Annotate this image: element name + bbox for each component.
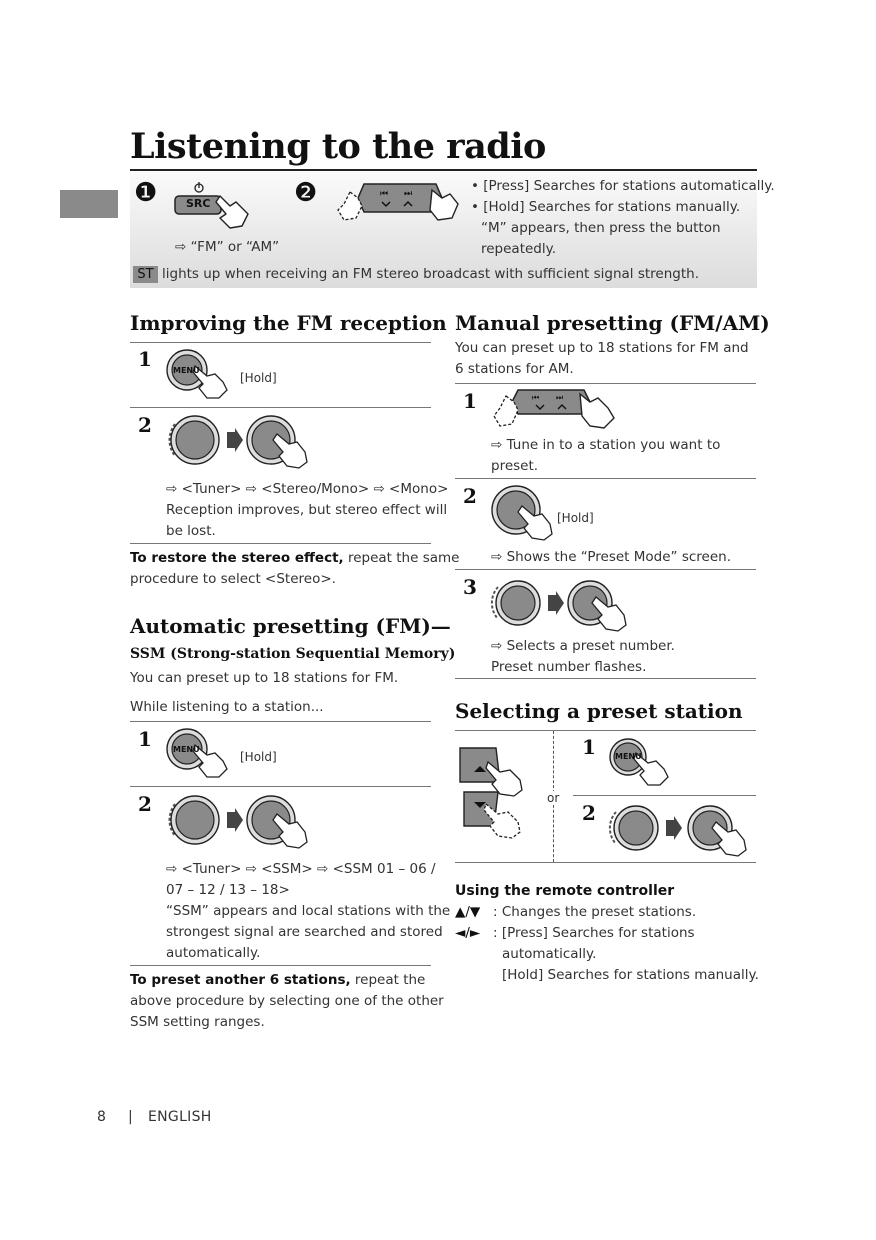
footer-separator: | — [128, 1109, 133, 1125]
banner-bullet-hold: • [Hold] Searches for stations manually. — [471, 199, 741, 215]
manual-step3-number: 3 — [463, 575, 477, 599]
remote-heading: Using the remote controller — [455, 883, 675, 899]
page-title: Listening to the radio — [130, 126, 546, 167]
another-note — [130, 972, 425, 988]
improving-desc-2: be lost. — [166, 523, 216, 539]
automatic-desc-3: automatically. — [166, 945, 261, 961]
power-icon — [195, 182, 203, 192]
menu-button-label: MENU — [615, 752, 642, 761]
banner-bullet-cont-1: “M” appears, then press the button — [481, 220, 721, 236]
improving-step2-number: 2 — [138, 413, 152, 437]
another-note-2: above procedure by selecting one of the other — [130, 993, 444, 1009]
menu-button-label: MENU — [173, 366, 200, 375]
divider — [130, 786, 431, 787]
prev-icon: ⏮ — [380, 189, 389, 199]
automatic-desc-1: “SSM” appears and local stations with the — [166, 903, 451, 919]
prev-icon: ⏮ — [532, 393, 540, 402]
page-number: 8 — [97, 1109, 106, 1125]
restore-note-rest: repeat the same — [343, 550, 460, 566]
manual-tune-2: preset. — [491, 458, 539, 474]
divider — [455, 478, 756, 479]
selecting-step2-number: 2 — [582, 801, 596, 825]
arrow-right-icon — [666, 816, 682, 840]
manual-heading: Manual presetting (FM/AM) — [455, 311, 770, 335]
divider — [455, 569, 756, 570]
manual-intro-1: You can preset up to 18 stations for FM and — [455, 340, 749, 356]
selecting-heading: Selecting a preset station — [455, 699, 743, 723]
fm-am-result: ⇨ “FM” or “AM” — [175, 239, 280, 255]
menu-button-illustration — [608, 737, 688, 787]
restore-note-2: procedure to select <Stereo>. — [130, 571, 336, 587]
st-indicator-badge: ST — [133, 266, 158, 283]
manual-flashes: Preset number flashes. — [491, 659, 647, 675]
footer-language: ENGLISH — [148, 1109, 212, 1125]
manual-step1-number: 1 — [463, 389, 477, 413]
step1-marker: ❶ — [134, 178, 158, 208]
banner-bullet-press: • [Press] Searches for stations automatically. — [471, 178, 775, 194]
or-label: or — [547, 791, 560, 805]
divider — [455, 678, 756, 679]
hand-press-icon — [212, 192, 252, 232]
automatic-step2-number: 2 — [138, 792, 152, 816]
restore-note — [130, 550, 459, 566]
hand-press-icon — [580, 394, 614, 428]
next-icon: ⏭ — [404, 189, 413, 199]
improving-desc-1: Reception improves, but stereo effect will — [166, 502, 448, 518]
divider — [455, 730, 756, 731]
another-note-3: SSM setting ranges. — [130, 1014, 265, 1030]
manual-selects: ⇨ Selects a preset number. — [491, 638, 675, 654]
another-note-bold: To preset another 6 stations, — [130, 972, 351, 988]
src-button-label: SRC — [186, 197, 211, 210]
divider — [130, 342, 431, 343]
seek-buttons-illustration — [494, 388, 624, 434]
automatic-desc-2: strongest signal are searched and stored — [166, 924, 443, 940]
hold-label: [Hold] — [240, 750, 277, 764]
menu-button-illustration — [165, 729, 245, 779]
remote-leftright-3: [Hold] Searches for stations manually. — [502, 967, 759, 983]
automatic-heading: Automatic presetting (FM)— — [130, 614, 451, 638]
manual-shows: ⇨ Shows the “Preset Mode” screen. — [491, 549, 732, 565]
manual-tune-1: ⇨ Tune in to a station you want to — [491, 437, 721, 453]
another-note-rest: repeat the — [350, 972, 426, 988]
automatic-subheading: SSM (Strong-station Sequential Memory) — [130, 646, 456, 662]
restore-note-bold: To restore the stereo effect, — [130, 550, 344, 566]
divider — [573, 795, 756, 796]
seek-button-pair[interactable] — [358, 184, 442, 212]
automatic-step1-number: 1 — [138, 727, 152, 751]
seek-buttons-illustration — [336, 182, 476, 232]
seek-button-pair[interactable] — [512, 390, 590, 414]
divider — [455, 862, 756, 863]
arrow-right-icon — [227, 808, 243, 832]
title-divider — [130, 169, 757, 171]
remote-leftright-text: : [Press] Searches for stations — [493, 925, 695, 941]
remote-updown-keys: ▲/▼ — [455, 904, 481, 920]
hand-press-icon — [430, 190, 458, 220]
improving-heading: Improving the FM reception — [130, 311, 447, 335]
improving-sequence: ⇨ <Tuner> ⇨ <Stereo/Mono> ⇨ <Mono> — [166, 481, 449, 497]
selecting-step1-number: 1 — [582, 735, 596, 759]
section-tab — [60, 190, 118, 218]
automatic-sequence-2: 07 – 12 / 13 – 18> — [166, 882, 290, 898]
divider — [130, 965, 431, 966]
divider — [130, 543, 431, 544]
remote-updown-text: : Changes the preset stations. — [493, 904, 697, 920]
automatic-while: While listening to a station... — [130, 699, 324, 715]
divider — [130, 721, 431, 722]
hold-label: [Hold] — [240, 371, 277, 385]
next-icon: ⏭ — [556, 393, 564, 402]
hold-label: [Hold] — [557, 511, 594, 525]
banner-bullet-cont-2: repeatedly. — [481, 241, 556, 257]
improving-step1-number: 1 — [138, 347, 152, 371]
st-indicator-text: lights up when receiving an FM stereo broadcast with sufficient signal strength. — [162, 266, 699, 282]
automatic-sequence-1: ⇨ <Tuner> ⇨ <SSM> ⇨ <SSM 01 – 06 / — [166, 861, 436, 877]
knob-turn-press-illustration — [165, 410, 315, 470]
knob-turn-press-illustration — [608, 800, 758, 860]
menu-button-illustration — [165, 350, 245, 400]
divider — [455, 383, 756, 384]
menu-button-label: MENU — [173, 745, 200, 754]
arrow-right-icon — [227, 428, 243, 452]
remote-leftright-2: automatically. — [502, 946, 597, 962]
manual-step2-number: 2 — [463, 484, 477, 508]
step2-marker: ❷ — [294, 178, 318, 208]
down-button[interactable] — [464, 792, 498, 826]
knob-turn-press-illustration — [490, 575, 640, 635]
manual-intro-2: 6 stations for AM. — [455, 361, 574, 377]
up-down-buttons-illustration — [458, 742, 538, 842]
automatic-intro: You can preset up to 18 stations for FM. — [130, 670, 399, 686]
remote-leftright-keys: ◄/► — [455, 925, 481, 941]
knob-turn-press-illustration — [165, 790, 315, 850]
divider — [130, 407, 431, 408]
arrow-right-icon — [548, 591, 564, 615]
